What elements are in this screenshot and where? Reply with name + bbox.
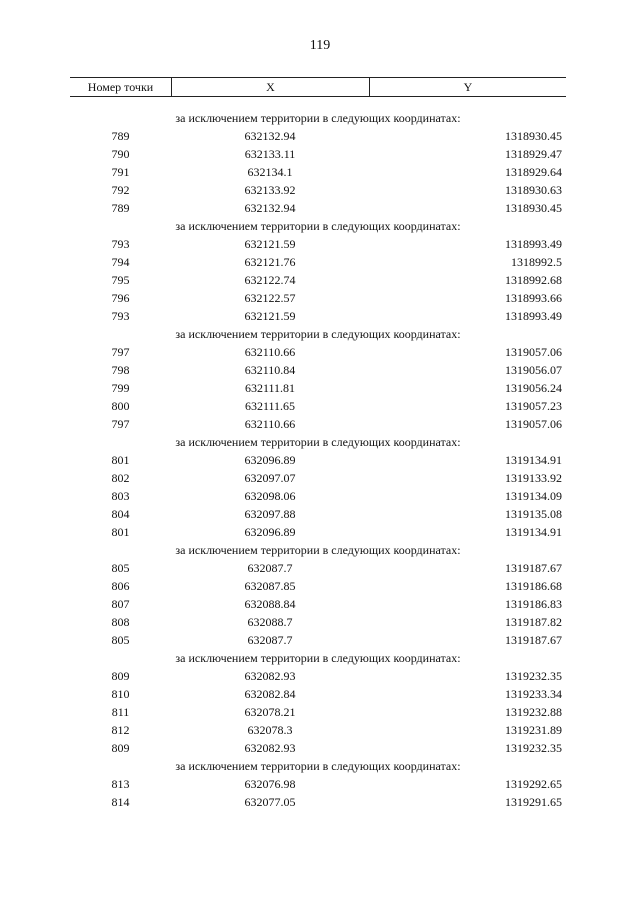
y-coordinate-cell: 1318993.49	[505, 237, 562, 251]
exclusion-caption: за исключением территории в следующих координатах:	[175, 543, 461, 557]
point-number-cell: 795	[111, 273, 130, 287]
y-coordinate-cell: 1318993.66	[505, 291, 562, 305]
table-row	[70, 199, 566, 217]
point-number-cell: 811	[111, 705, 130, 719]
table-row	[70, 235, 566, 253]
y-coordinate-cell: 1318992.5	[511, 255, 562, 269]
x-coordinate-cell: 632078.3	[247, 723, 293, 737]
table-row	[70, 685, 566, 703]
point-number-cell: 791	[111, 165, 130, 179]
point-number-cell: 792	[111, 183, 130, 197]
table-row	[70, 739, 566, 757]
y-coordinate-cell: 1319186.68	[505, 579, 562, 593]
table-row	[70, 145, 566, 163]
table-body	[70, 109, 566, 811]
exclusion-caption: за исключением территории в следующих координатах:	[175, 111, 461, 125]
point-number-cell: 793	[111, 309, 130, 323]
x-coordinate-cell: 632096.89	[244, 453, 296, 467]
y-coordinate-cell: 1319056.07	[505, 363, 562, 377]
point-number-cell: 797	[111, 417, 130, 431]
point-number-cell: 809	[111, 669, 130, 683]
y-coordinate-cell: 1319057.23	[505, 399, 562, 413]
table-header	[70, 77, 566, 97]
x-coordinate-cell: 632110.66	[244, 417, 296, 431]
y-coordinate-cell: 1319134.09	[505, 489, 562, 503]
point-number-cell: 805	[111, 561, 130, 575]
table-row	[70, 577, 566, 595]
point-number-cell: 801	[111, 525, 130, 539]
table-row	[70, 595, 566, 613]
exclusion-caption-row	[70, 109, 566, 127]
y-coordinate-cell: 1318930.63	[505, 183, 562, 197]
point-number-cell: 789	[111, 129, 130, 143]
x-coordinate-cell: 632087.85	[244, 579, 296, 593]
x-coordinate-cell: 632110.84	[244, 363, 296, 377]
x-coordinate-cell: 632111.65	[244, 399, 296, 413]
table-row	[70, 559, 566, 577]
x-coordinate-cell: 632122.74	[244, 273, 296, 287]
y-coordinate-cell: 1319187.82	[505, 615, 562, 629]
table-row	[70, 307, 566, 325]
point-number-cell: 794	[111, 255, 130, 269]
point-number-cell: 798	[111, 363, 130, 377]
x-coordinate-cell: 632133.92	[244, 183, 296, 197]
y-coordinate-cell: 1319057.06	[505, 345, 562, 359]
point-number-cell: 807	[111, 597, 130, 611]
y-coordinate-cell: 1319233.34	[505, 687, 562, 701]
y-coordinate-cell: 1319134.91	[505, 453, 562, 467]
point-number-cell: 809	[111, 741, 130, 755]
exclusion-caption: за исключением территории в следующих координатах:	[175, 435, 461, 449]
x-coordinate-cell: 632082.93	[244, 669, 296, 683]
y-coordinate-cell: 1319187.67	[505, 561, 562, 575]
table-row	[70, 289, 566, 307]
x-coordinate-cell: 632134.1	[247, 165, 293, 179]
y-coordinate-cell: 1318930.45	[505, 129, 562, 143]
point-number-cell: 803	[111, 489, 130, 503]
table-row	[70, 469, 566, 487]
x-coordinate-cell: 632078.21	[244, 705, 296, 719]
point-number-cell: 808	[111, 615, 130, 629]
table-row	[70, 361, 566, 379]
x-coordinate-cell: 632082.93	[244, 741, 296, 755]
x-coordinate-cell: 632132.94	[244, 201, 296, 215]
y-coordinate-cell: 1319135.08	[505, 507, 562, 521]
x-coordinate-cell: 632097.07	[244, 471, 296, 485]
table-row	[70, 181, 566, 199]
x-coordinate-cell: 632121.59	[244, 309, 296, 323]
table-row	[70, 271, 566, 289]
table-row	[70, 667, 566, 685]
point-number-cell: 800	[111, 399, 130, 413]
point-number-cell: 805	[111, 633, 130, 647]
exclusion-caption: за исключением территории в следующих координатах:	[175, 651, 461, 665]
table-row	[70, 721, 566, 739]
point-number-cell: 799	[111, 381, 130, 395]
table-row	[70, 775, 566, 793]
y-coordinate-cell: 1319133.92	[505, 471, 562, 485]
point-number-cell: 789	[111, 201, 130, 215]
x-coordinate-cell: 632082.84	[244, 687, 296, 701]
point-number-cell: 797	[111, 345, 130, 359]
y-coordinate-cell: 1319231.89	[505, 723, 562, 737]
column-header-point-number: Номер точки	[70, 78, 172, 96]
point-number-cell: 796	[111, 291, 130, 305]
y-coordinate-cell: 1319232.35	[505, 669, 562, 683]
table-row	[70, 127, 566, 145]
table-row	[70, 397, 566, 415]
table-row	[70, 379, 566, 397]
y-coordinate-cell: 1319291.65	[505, 795, 562, 809]
point-number-cell: 813	[111, 777, 130, 791]
page-number: 119	[309, 38, 331, 53]
y-coordinate-cell: 1319056.24	[505, 381, 562, 395]
exclusion-caption-row	[70, 757, 566, 775]
x-coordinate-cell: 632122.57	[244, 291, 296, 305]
y-coordinate-cell: 1319134.91	[505, 525, 562, 539]
y-coordinate-cell: 1319057.06	[505, 417, 562, 431]
table-row	[70, 703, 566, 721]
table-row	[70, 163, 566, 181]
column-header-y: Y	[463, 80, 473, 94]
x-coordinate-cell: 632077.05	[244, 795, 296, 809]
exclusion-caption-row	[70, 217, 566, 235]
exclusion-caption-row	[70, 541, 566, 559]
y-coordinate-cell: 1319232.35	[505, 741, 562, 755]
table-row	[70, 793, 566, 811]
x-coordinate-cell: 632110.66	[244, 345, 296, 359]
y-coordinate-cell: 1319187.67	[505, 633, 562, 647]
x-coordinate-cell: 632098.06	[244, 489, 296, 503]
table-row	[70, 505, 566, 523]
table-row	[70, 415, 566, 433]
column-header-x: X	[172, 78, 370, 96]
x-coordinate-cell: 632087.7	[247, 633, 293, 647]
y-coordinate-cell: 1319232.88	[505, 705, 562, 719]
x-coordinate-cell: 632076.98	[244, 777, 296, 791]
y-coordinate-cell: 1319186.83	[505, 597, 562, 611]
y-coordinate-cell: 1318929.64	[505, 165, 562, 179]
x-coordinate-cell: 632087.7	[247, 561, 293, 575]
table-row	[70, 487, 566, 505]
y-coordinate-cell: 1318929.47	[505, 147, 562, 161]
y-coordinate-cell: 1318993.49	[505, 309, 562, 323]
exclusion-caption-row	[70, 649, 566, 667]
exclusion-caption-row	[70, 433, 566, 451]
y-coordinate-cell: 1318930.45	[505, 201, 562, 215]
exclusion-caption-row	[70, 325, 566, 343]
x-coordinate-cell: 632097.88	[244, 507, 296, 521]
exclusion-caption: за исключением территории в следующих координатах:	[175, 219, 461, 233]
x-coordinate-cell: 632111.81	[244, 381, 296, 395]
point-number-cell: 790	[111, 147, 130, 161]
y-coordinate-cell: 1319292.65	[505, 777, 562, 791]
y-coordinate-cell: 1318992.68	[505, 273, 562, 287]
point-number-cell: 802	[111, 471, 130, 485]
point-number-cell: 806	[111, 579, 130, 593]
table-row	[70, 253, 566, 271]
x-coordinate-cell: 632121.76	[244, 255, 296, 269]
table-row	[70, 343, 566, 361]
point-number-cell: 793	[111, 237, 130, 251]
x-coordinate-cell: 632133.11	[244, 147, 296, 161]
table-row	[70, 451, 566, 469]
table-row	[70, 613, 566, 631]
point-number-cell: 804	[111, 507, 130, 521]
x-coordinate-cell: 632121.59	[244, 237, 296, 251]
x-coordinate-cell: 632132.94	[244, 129, 296, 143]
point-number-cell: 801	[111, 453, 130, 467]
x-coordinate-cell: 632088.7	[247, 615, 293, 629]
x-coordinate-cell: 632088.84	[244, 597, 296, 611]
exclusion-caption: за исключением территории в следующих координатах:	[175, 759, 461, 773]
x-coordinate-cell: 632096.89	[244, 525, 296, 539]
point-number-cell: 812	[111, 723, 130, 737]
point-number-cell: 814	[111, 795, 130, 809]
point-number-cell: 810	[111, 687, 130, 701]
table-row	[70, 523, 566, 541]
table-row	[70, 631, 566, 649]
exclusion-caption: за исключением территории в следующих координатах:	[175, 327, 461, 341]
